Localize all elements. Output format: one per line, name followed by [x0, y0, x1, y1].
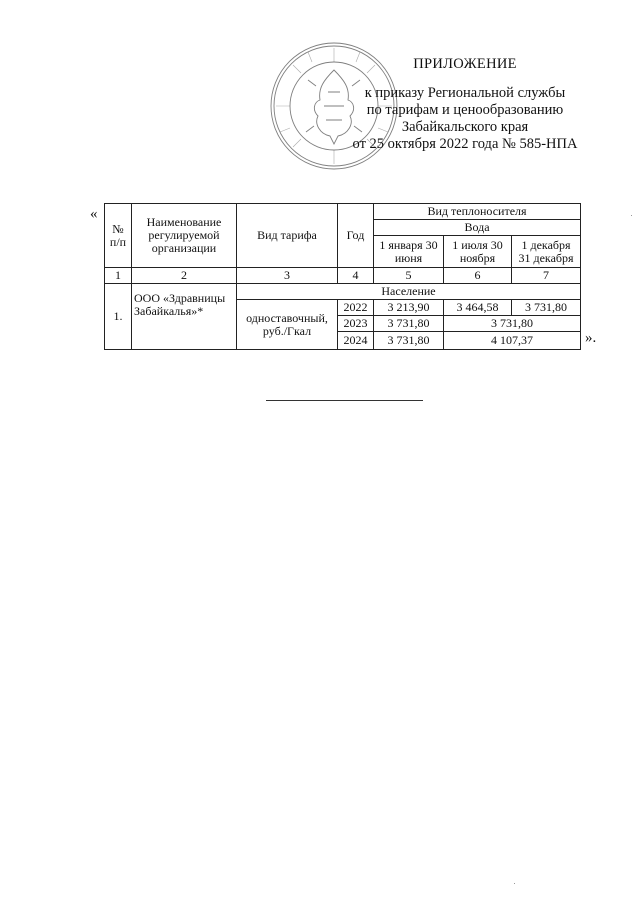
header-line-1: к приказу Региональной службы: [364, 85, 566, 101]
col-number: 6: [444, 268, 512, 284]
header-period-1: 1 января 30 июня: [374, 236, 444, 268]
col-number: 3: [237, 268, 338, 284]
header-org: Наименование регулируемой организации: [132, 204, 237, 268]
value-cell: 3 464,58: [444, 300, 512, 316]
value-cell: 3 731,80: [374, 316, 444, 332]
header-carrier: Вид теплоносителя: [374, 204, 581, 220]
value-cell: 4 107,37: [444, 332, 581, 350]
value-cell: 3 731,80: [374, 332, 444, 350]
end-divider: [266, 400, 423, 401]
row-org: ООО «Здравницы Забайкалья»*: [132, 284, 237, 350]
col-number: 4: [338, 268, 374, 284]
header-period-2: 1 июля 30 ноября: [444, 236, 512, 268]
closing-quote: ».: [585, 330, 597, 346]
row-group: Население: [237, 284, 581, 300]
header-line-2: по тарифам и ценообразованию: [366, 102, 564, 118]
row-num: 1.: [105, 284, 132, 350]
col-number: 7: [512, 268, 581, 284]
value-cell: 3 731,80: [444, 316, 581, 332]
row-year: 2024: [338, 332, 374, 350]
header-line-4: от 25 октября 2022 года № 585-НПА: [352, 136, 578, 152]
col-number: 2: [132, 268, 237, 284]
header-line-3: Забайкальского края: [401, 119, 529, 135]
appendix-title: ПРИЛОЖЕНИЕ: [413, 56, 517, 72]
value-cell: 3 731,80: [512, 300, 581, 316]
row-year: 2022: [338, 300, 374, 316]
scan-speck: [514, 883, 515, 884]
header-period-3: 1 декабря 31 декабря: [512, 236, 581, 268]
col-number: 1: [105, 268, 132, 284]
row-tariff-type: одноставочный, руб./Гкал: [237, 300, 338, 350]
row-year: 2023: [338, 316, 374, 332]
tariff-table: [104, 203, 581, 350]
document-header: [330, 56, 600, 153]
scan-speck: [631, 215, 632, 216]
header-year: Год: [338, 204, 374, 268]
header-tariff-type: Вид тарифа: [237, 204, 338, 268]
col-number: 5: [374, 268, 444, 284]
header-water: Вода: [374, 220, 581, 236]
header-num: № п/п: [105, 204, 132, 268]
opening-quote: «: [90, 206, 98, 222]
value-cell: 3 213,90: [374, 300, 444, 316]
